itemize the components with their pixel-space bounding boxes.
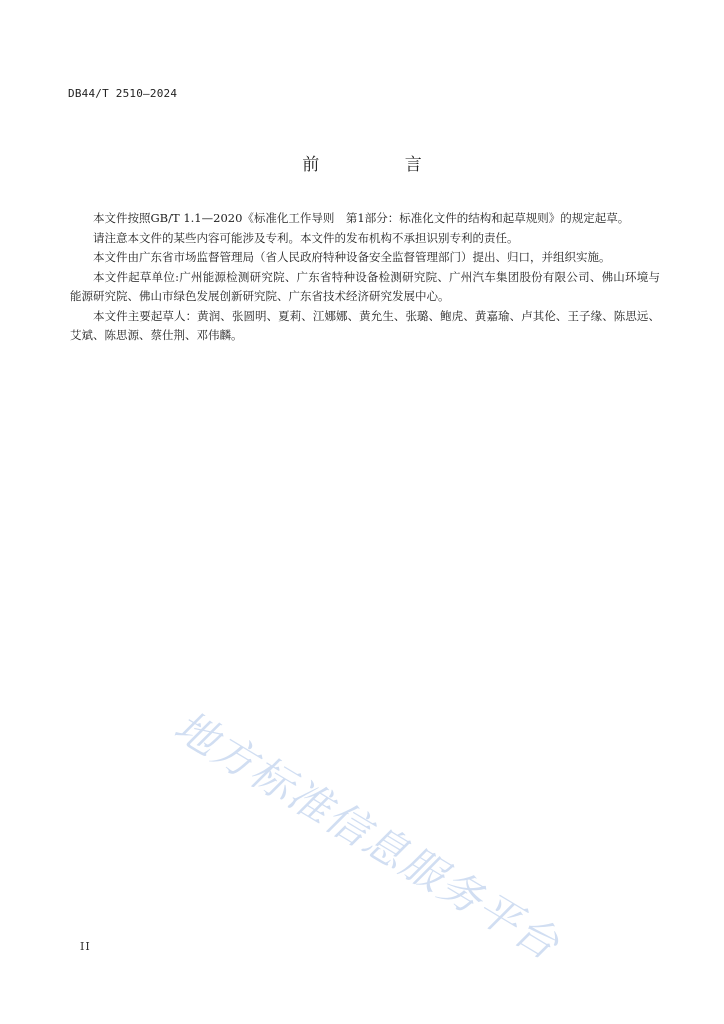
paragraph-proposer: 本文件由广东省市场监督管理局（省人民政府特种设备安全监督管理部门）提出、归口，并组织实施。 (93, 250, 611, 264)
page-title: 前 言 (302, 155, 462, 175)
paragraph-drafters: 本文件主要起草人：黄润、张圆明、夏莉、江娜娜、黄允生、张璐、鲍虎、黄嘉瑜、卢其伦、王子缘、陈思远、艾斌、陈思源、蔡仕荆、邓伟麟。 (70, 308, 660, 342)
watermark: 地方标准信息服务平台 (166, 701, 569, 970)
foreword-body (70, 209, 660, 346)
page-number: II (80, 940, 91, 953)
paragraph-drafting-rules: 本文件按照GB/T 1.1—2020《标准化工作导则 第1部分：标准化文件的结构和起草规则》的规定起草。 (93, 211, 630, 225)
standard-code: DB44/T 2510—2024 (68, 87, 178, 100)
paragraph-drafting-units: 本文件起草单位:广州能源检测研究院、广东省特种设备检测研究院、广州汽车集团股份有限公司、佛山环境与能源研究院、佛山市绿色发展创新研究院、广东省技术经济研究发展中心。 (70, 269, 660, 303)
paragraph-patent-notice: 请注意本文件的某些内容可能涉及专利。本文件的发布机构不承担识别专利的责任。 (93, 230, 519, 245)
